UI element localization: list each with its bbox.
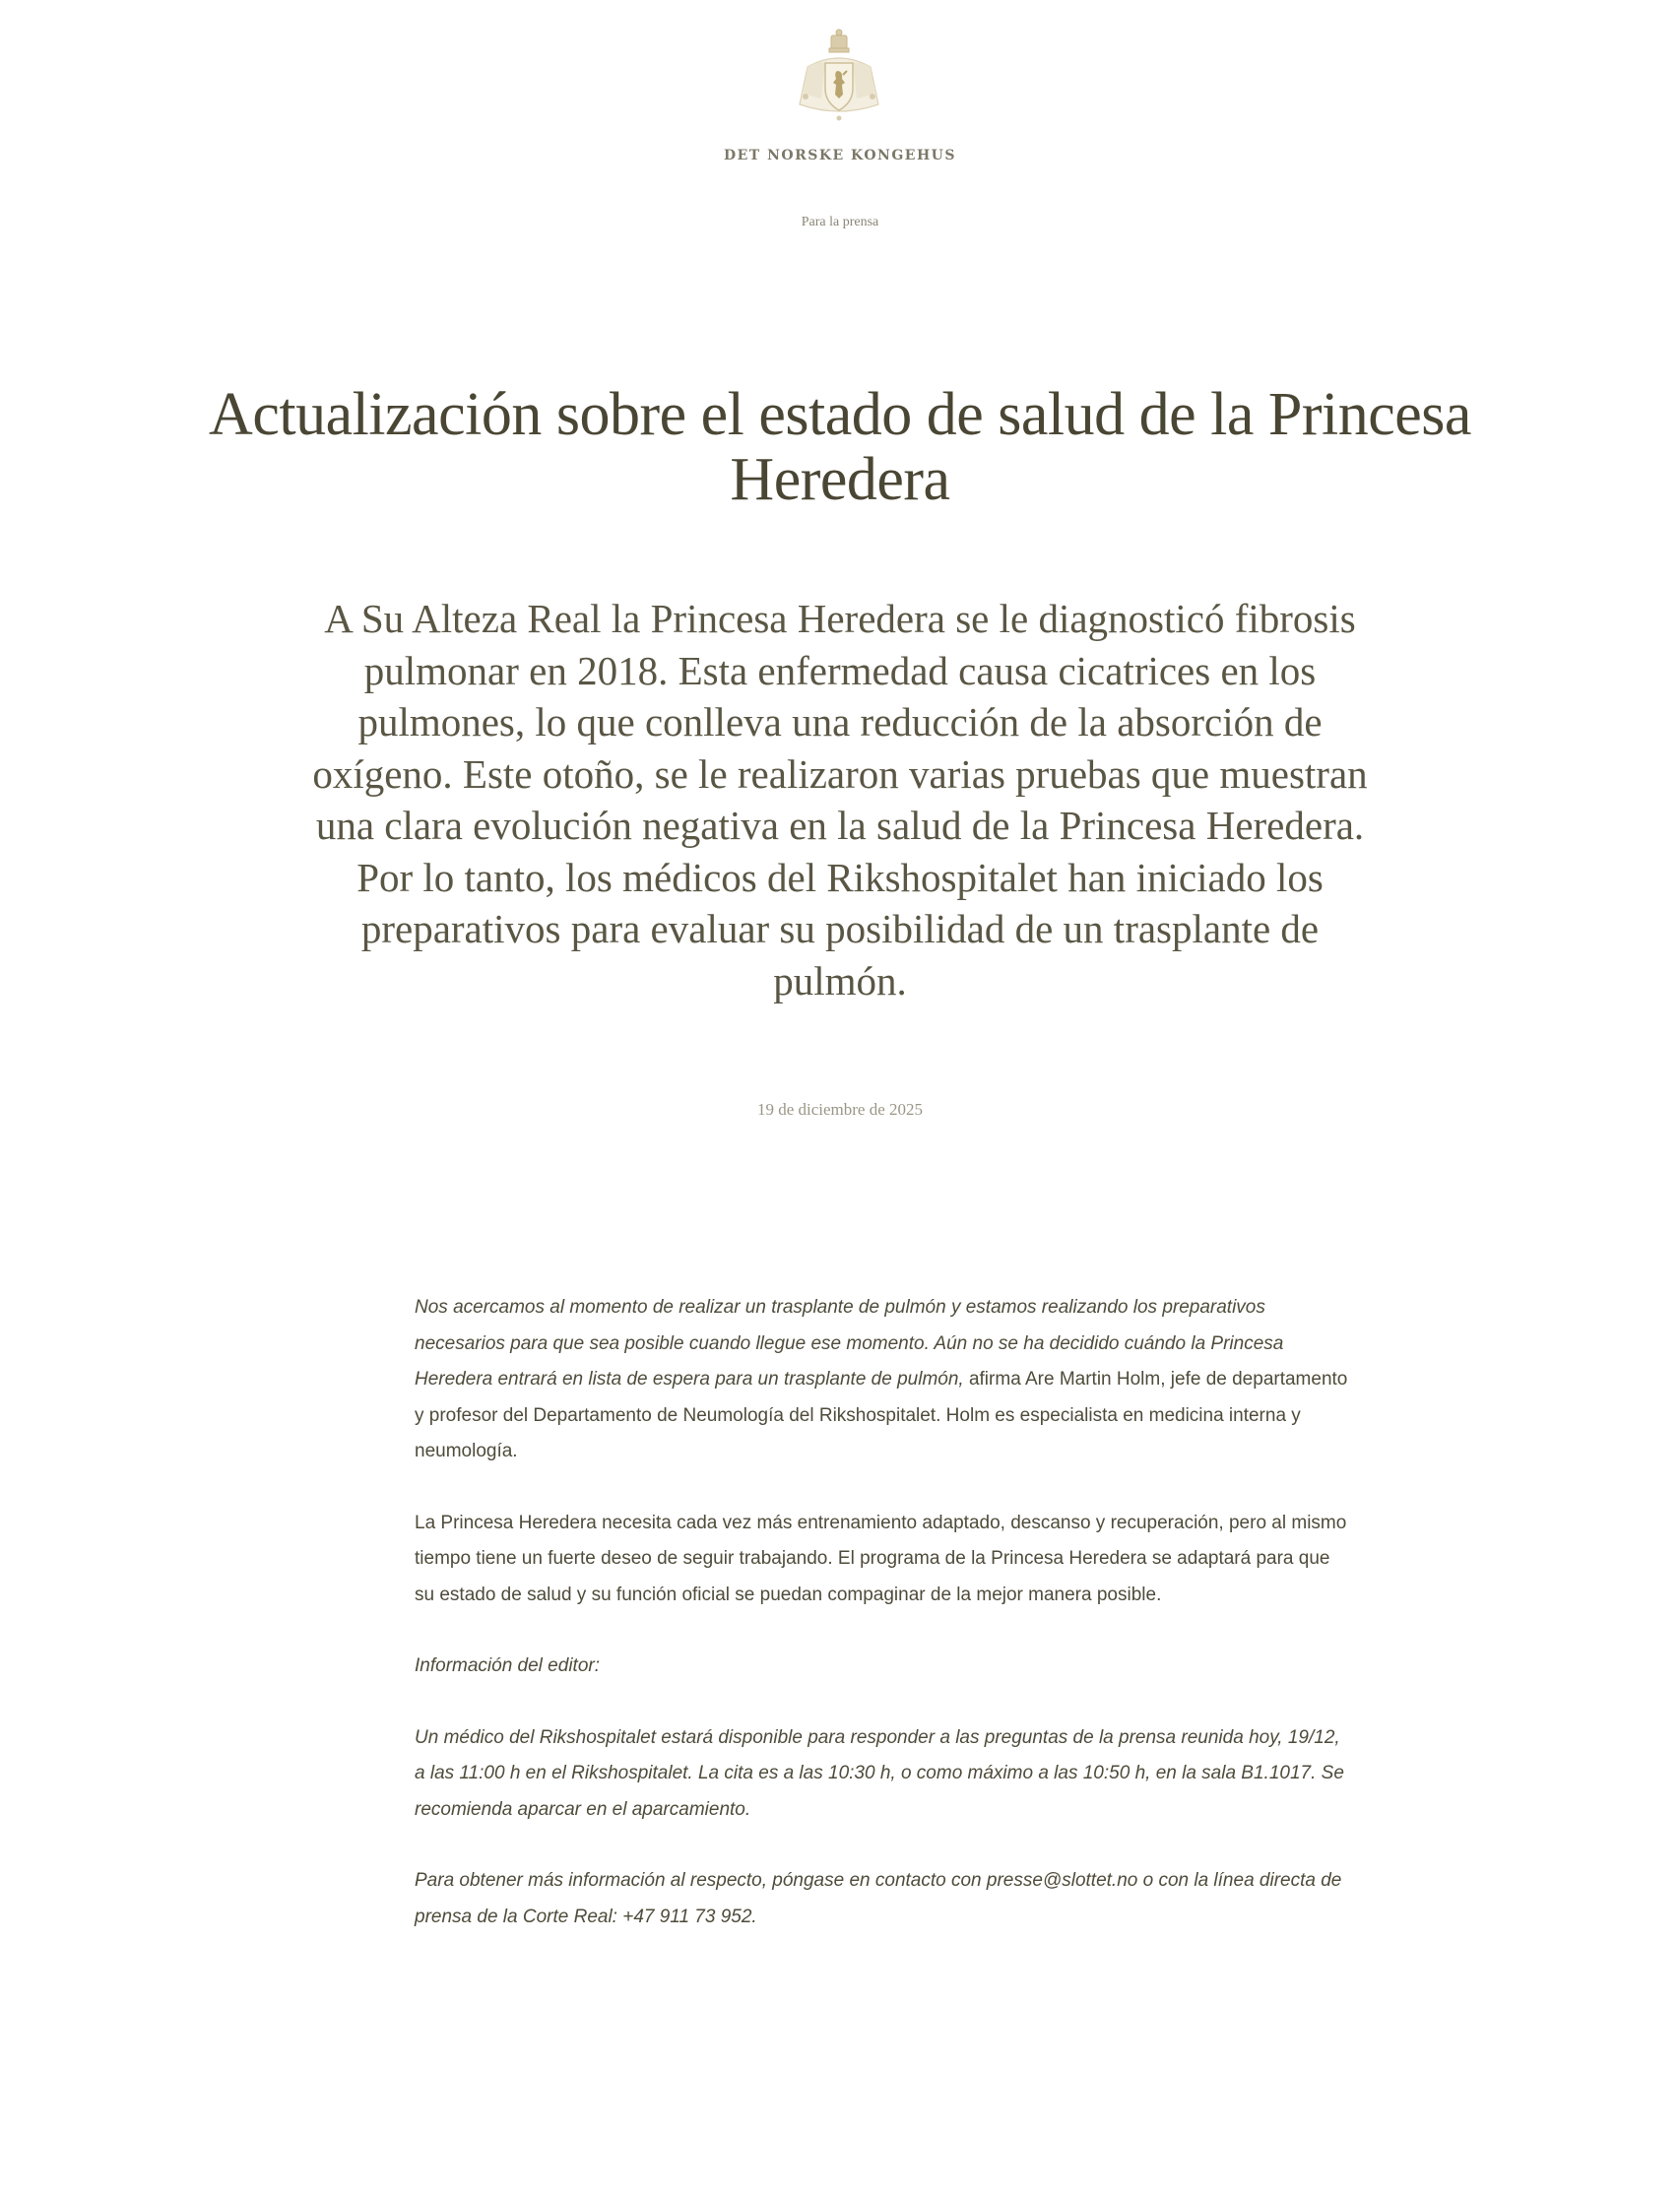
publish-date: 19 de diciembre de 2025: [756, 1100, 924, 1119]
article-lead: A Su Alteza Real la Princesa Heredera se le diagnosticó fibrosis pulmonar en 2018. Esta enfermedad causa cicatrices en los pulmones, lo que conlleva una reducción de la absorción de oxígeno. Este otoño, se le realizaron varias pruebas que muestran una clara evolución negativa en la salud de la Princesa Heredera. Por lo tanto, los médicos del Rikshospitalet han iniciado los preparativos para evaluar su posibilidad de un trasplante de pulmón.: [312, 596, 1368, 1003]
royal-coat-of-arms-icon[interactable]: [788, 28, 890, 130]
body-paragraph-schedule: La Princesa Heredera necesita cada vez más entrenamiento adaptado, descanso y recuperación, pero al mismo tiempo tiene un fuerte deseo de seguir trabajando. El programa de la Princesa Heredera se adaptará para que su estado de salud y su función oficial se puedan compaginar de la mejor manera posible.: [415, 1512, 1347, 1605]
press-briefing-info: Un médico del Rikshospitalet estará disponible para responder a las preguntas de la prensa reunida hoy, 19/12, a las 11:00 h en el Rikshospitalet. La cita es a las 10:30 h, o como máximo a las 10:50 h, en la sala B1.1017. Se recomienda aparcar en el aparcamiento.: [415, 1726, 1344, 1820]
press-email-link[interactable]: presse@slottet.no: [986, 1870, 1138, 1891]
body-paragraph-quote: [415, 1290, 1350, 1470]
press-link[interactable]: Para la prensa: [801, 215, 879, 229]
quote-text: Nos acercamos al momento de realizar un trasplante de pulmón y estamos realizando los preparativos necesarios para que sea posible cuando llegue ese momento. Aún no se ha decidido cuándo la Princesa Heredera entrará en lista de espera para un trasplante de pulmón,: [415, 1297, 1284, 1390]
press-phone-number: +47 911 73 952.: [622, 1906, 757, 1927]
article-title: Actualización sobre el estado de salud de la Princesa Heredera: [209, 381, 1471, 513]
editor-info-heading: Información del editor:: [415, 1655, 600, 1676]
contact-info: [415, 1863, 1350, 1935]
contact-middle: o con la línea directa de prensa de la Corte Real:: [415, 1870, 1342, 1927]
article-body: [415, 1290, 1350, 1971]
quote-attribution: afirma Are Martin Holm, jefe de departamento y profesor del Departamento de Neumología del Rikshospitalet. Holm es especialista en medicina interna y neumología.: [415, 1369, 1348, 1461]
contact-prefix: Para obtener más información al respecto, póngase en contacto con: [415, 1870, 987, 1891]
organization-name: DET NORSKE KONGEHUS: [723, 148, 956, 163]
